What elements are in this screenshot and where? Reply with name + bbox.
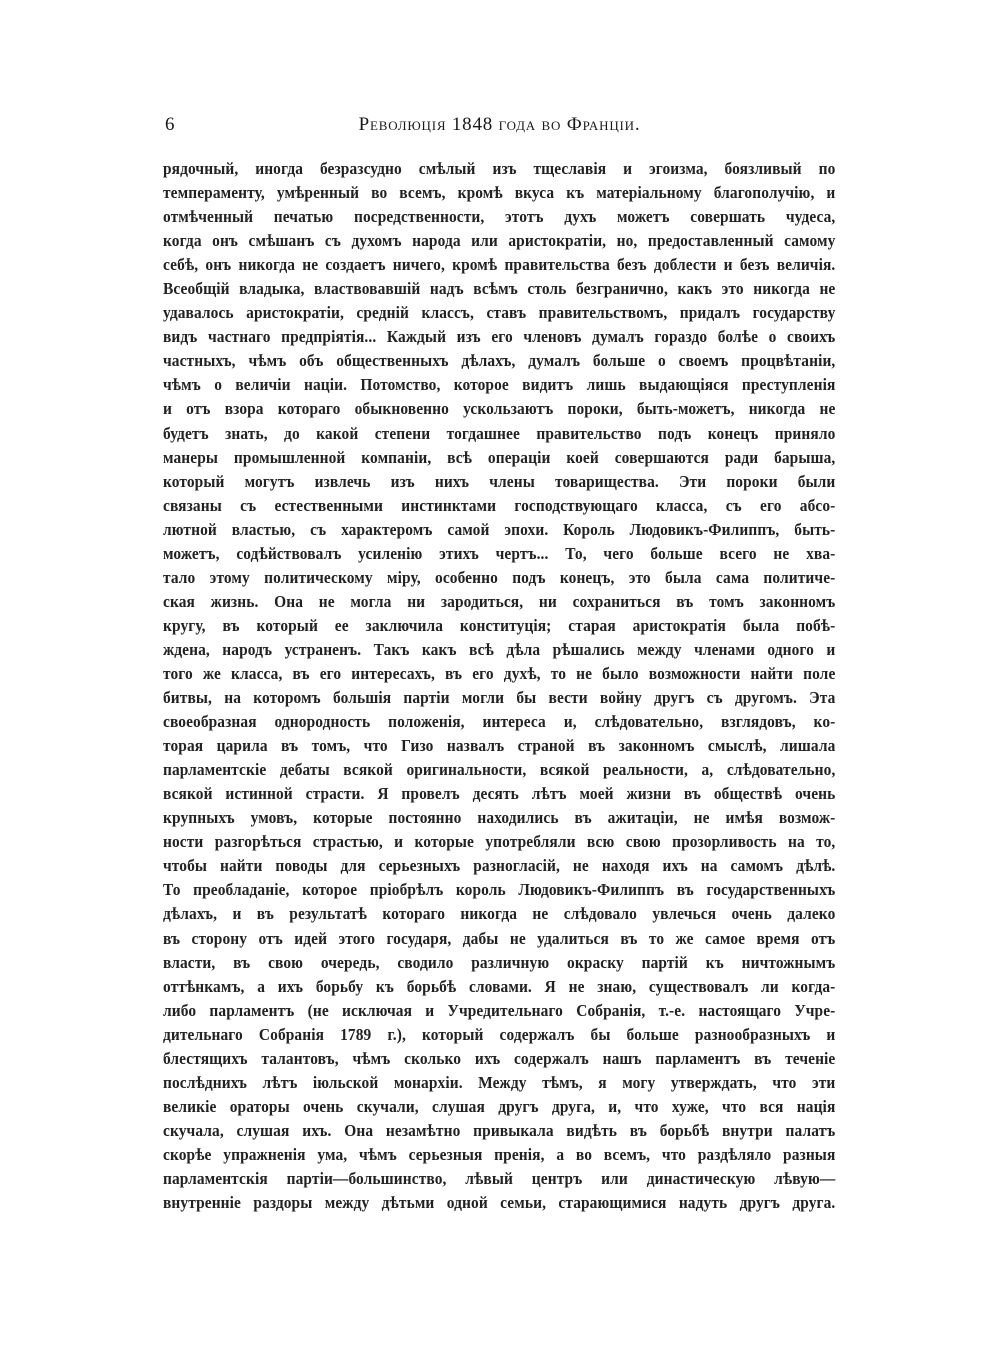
text-line: торая царила въ томъ, что Гизо назвалъ страной въ законномъ смыслѣ, лишала [163,736,836,756]
text-line: рядочный, иногда безразсудно смѣлый изъ тщеславія и эгоизма, боязливый по [163,159,836,178]
text-line: когда онъ смѣшанъ съ духомъ народа или аристократіи, но, предоставленный самому [163,231,836,251]
text-line: дѣлахъ, и въ результатѣ котораго никогда не слѣдовало увлечься очень далеко [163,904,836,924]
text-line: битвы, на которомъ большія партіи могли бы вести войну другъ съ другомъ. Эта [163,688,836,708]
text-line: Всеобщій владыка, властвовавшій надъ всѣмъ столь безгранично, какъ это никогда не [163,279,836,299]
text-line: который могутъ извлечь изъ нихъ члены товарищества. Эти пороки были [163,471,836,491]
text-line: темпераменту, умѣренный во всемъ, кромѣ вкуса къ матеріальному благополучію, и [163,183,836,203]
text-line: кругу, въ который ее заключила конституція; старая аристократія была побѣ- [163,615,836,635]
text-line: тало этому политическому міру, особенно подъ конецъ, это была сама политиче- [163,567,836,587]
text-line: чѣмъ о величіи націи. Потомство, которое видитъ лишь выдающіяся преступленія [163,375,836,395]
text-line: всякой истинной страсти. Я провелъ десять лѣтъ моей жизни въ обществѣ очень [163,784,836,804]
text-line: великіе ораторы очень скучали, слушая другъ друга, и, что хуже, что вся нація [163,1096,836,1116]
text-line: связаны съ естественными инстинктами господствующаго класса, съ его абсо- [163,495,836,515]
body-text [163,157,836,1215]
text-line: внутренніе раздоры между дѣтьми одной семьи, старающимися надуть другъ друга. [163,1193,836,1213]
text-line: чтобы найти поводы для серьезныхъ разногласій, не находя ихъ на самомъ дѣлѣ. [163,856,836,876]
text-line: скучала, слушая ихъ. Она незамѣтно привыкала видѣть въ борьбѣ внутри палатъ [163,1120,836,1140]
text-line: ская жизнь. Она не могла ни зародиться, ни сохраниться въ томъ законномъ [163,591,836,611]
text-line: будетъ знать, до какой степени тогдашнее правительство подъ конецъ приняло [163,423,836,443]
text-line: парламентскіе дебаты всякой оригинальности, всякой реальности, а, слѣдовательно, [163,760,836,780]
text-line: оттѣнкамъ, а ихъ борьбу къ борьбѣ словами. Я не знаю, существовалъ ли когда- [163,976,836,996]
text-line: и отъ взора котораго обыкновенно ускользаютъ пороки, быть-можетъ, никогда не [163,399,836,419]
text-line: удавалось аристократіи, средній классъ, ставъ правительствомъ, придалъ государству [163,303,836,323]
running-title: Революція 1848 года во Франціи. [358,114,641,135]
text-line: себѣ, онъ никогда не создаетъ ничего, кромѣ правительства безъ доблести и безъ величія. [163,255,836,275]
text-line: ности разгорѣться страстью, и которые употребляли всю свою прозорливость на то, [163,832,836,852]
text-line: видъ частнаго предпріятія... Каждый изъ его членовъ думалъ гораздо болѣе о своихъ [163,327,836,347]
text-line: парламентскія партіи—большинство, лѣвый центръ или династическую лѣвую— [163,1168,836,1188]
page-header [163,112,836,138]
text-line: ждена, народъ устраненъ. Такъ какъ всѣ дѣла рѣшались между членами одного и [163,639,836,659]
text-line: послѣднихъ лѣтъ іюльской монархіи. Между тѣмъ, я могу утверждать, что эти [163,1072,836,1092]
text-line: То преобладаніе, которое пріобрѣлъ король Людовикъ-Филиппъ въ государственныхъ [163,880,836,900]
text-line: либо парламентъ (не исключая и Учредительнаго Собранія, т.-е. настоящаго Учре- [163,1000,836,1020]
text-line: въ сторону отъ идей этого государя, дабы не удалиться въ то же самое время отъ [163,928,836,948]
text-line: можетъ, содѣйствовалъ усиленію этихъ чертъ... То, чего больше всего не хва- [163,543,836,563]
text-line: крупныхъ умовъ, которые постоянно находились въ ажитаціи, не имѣя возмож- [163,808,836,828]
text-line: частныхъ, чѣмъ объ общественныхъ дѣлахъ, думалъ больше о своемъ процвѣтаніи, [163,351,836,371]
text-line: лютной властью, съ характеромъ самой эпохи. Король Людовикъ-Филиппъ, быть- [163,519,836,539]
text-line: того же класса, въ его интересахъ, въ его духѣ, то не было возможности найти поле [163,663,836,683]
text-line: манеры промышленной компаніи, всѣ операціи коей совершаются ради барыша, [163,447,836,467]
text-line: скорѣе упражненія ума, чѣмъ серьезныя пренія, а во всемъ, что раздѣляло разныя [163,1144,836,1164]
text-line: дительнаго Собранія 1789 г.), который содержалъ бы больше разнообразныхъ и [163,1024,836,1044]
text-line: своеобразная однородность положенія, интереса и, слѣдовательно, взглядовъ, ко- [163,712,836,732]
page-number: 6 [165,114,175,135]
text-line: блестящихъ талантовъ, чѣмъ сколько ихъ содержалъ нашъ парламентъ въ теченіе [163,1048,836,1068]
text-line: власти, въ свою очередь, сводило различную окраску партій къ ничтожнымъ [163,952,836,972]
text-line: отмѣченный печатью посредственности, этотъ духъ можетъ совершать чудеса, [163,207,836,227]
